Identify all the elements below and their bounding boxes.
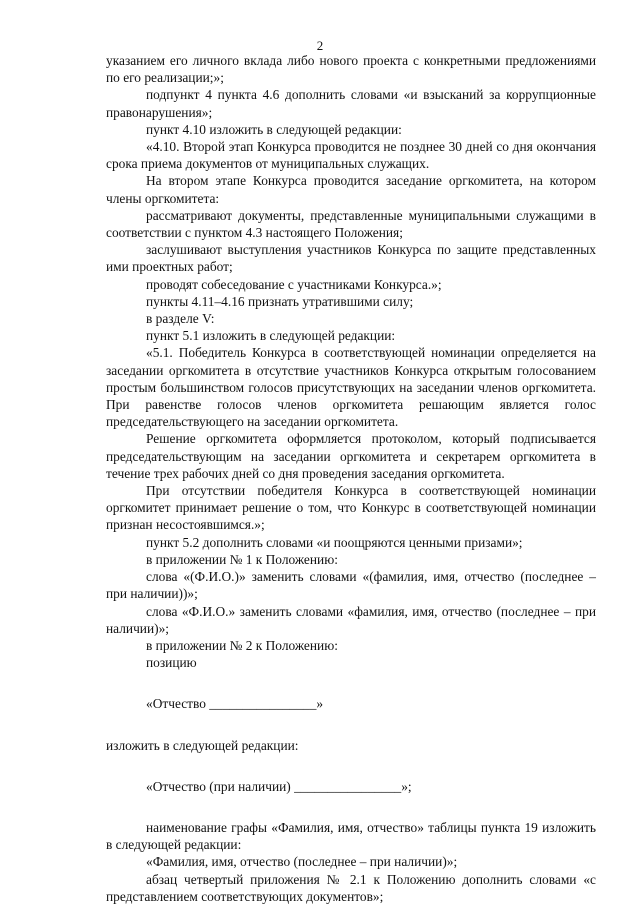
spacer — [106, 795, 596, 819]
paragraph: рассматривают документы, представленные муниципальными служащими в соответствии с пунктом 4.3 настоящего Положения; — [106, 207, 596, 241]
paragraph: проводят собеседование с участниками Конкурса.»; — [146, 276, 442, 292]
paragraph: На втором этапе Конкурса проводится заседание оргкомитета, на котором члены оргкомитета: — [106, 173, 596, 206]
paragraph: подпункт 4 пункта 4.6 дополнить словами «и взысканий за коррупционные правонарушения»; — [106, 87, 596, 120]
paragraph: пункт 4.10 изложить в следующей редакции: — [146, 121, 402, 137]
paragraph: «Отчество (при наличии) ________________»; — [146, 778, 412, 794]
paragraph: слова «Ф.И.О.» заменить словами «фамилия, имя, отчество (последнее – при наличии)»; — [106, 603, 596, 636]
paragraph: пункты 4.11–4.16 признать утратившими силу; — [146, 293, 414, 309]
paragraph: позицию — [146, 655, 197, 671]
paragraph: «Фамилия, имя, отчество (последнее – при наличии)»; — [146, 854, 458, 870]
spacer — [106, 754, 596, 778]
paragraph: пункт 5.1 изложить в следующей редакции: — [146, 328, 396, 344]
paragraph: «Отчество ________________» — [146, 696, 324, 712]
paragraph: Решение оргкомитета оформляется протоколом, который подписывается председательствующим на заседании оргкомитета и секретарем оргкомитета в течение трех рабочих дней со дня проведения заседания оргкомитета. — [106, 431, 596, 481]
paragraph: изложить в следующей редакции: — [106, 737, 299, 753]
paragraph: абзац четвертый приложения № 2.1 к Положению дополнить словами «с представлением соответствующих документов»; — [106, 871, 596, 904]
spacer — [106, 671, 596, 695]
paragraph: заслушивают выступления участников Конкурса по защите представленных ими проектных работ; — [106, 242, 596, 275]
paragraph: пункт 5.2 дополнить словами «и поощряются ценными призами»; — [146, 534, 523, 550]
paragraph: в приложении № 2 к Положению: — [146, 637, 338, 653]
paragraph: указанием его личного вклада либо нового проекта с конкретными предложениями по его реализации;»; — [106, 53, 596, 86]
paragraph: в разделе V: — [146, 311, 215, 327]
paragraph: «4.10. Второй этап Конкурса проводится не позднее 30 дней со дня окончания срока приема документов от муниципальных служащих. — [106, 139, 596, 172]
document-body — [106, 52, 596, 905]
paragraph: в приложении № 1 к Положению: — [146, 551, 338, 567]
paragraph: «5.1. Победитель Конкурса в соответствующей номинации определяется на заседании оргкомитета в отсутствие участников Конкурса открытым голосованием простым большинством голосов присутствующих на заседании членов оргкомитета. При равенстве голосов членов оргкомитета решающим является голос председательствующего на заседании оргкомитета. — [106, 345, 596, 430]
page-number: 2 — [316, 38, 324, 53]
paragraph: При отсутствии победителя Конкурса в соответствующей номинации оргкомитет принимает решение о том, что Конкурс в соответствующей номинации признан несостоявшимся.»; — [106, 483, 596, 533]
paragraph: наименование графы «Фамилия, имя, отчество» таблицы пункта 19 изложить в следующей редакции: — [106, 819, 596, 853]
spacer — [106, 713, 596, 737]
paragraph: слова «(Ф.И.О.)» заменить словами «(фамилия, имя, отчество (последнее – при наличии))»; — [106, 569, 596, 602]
